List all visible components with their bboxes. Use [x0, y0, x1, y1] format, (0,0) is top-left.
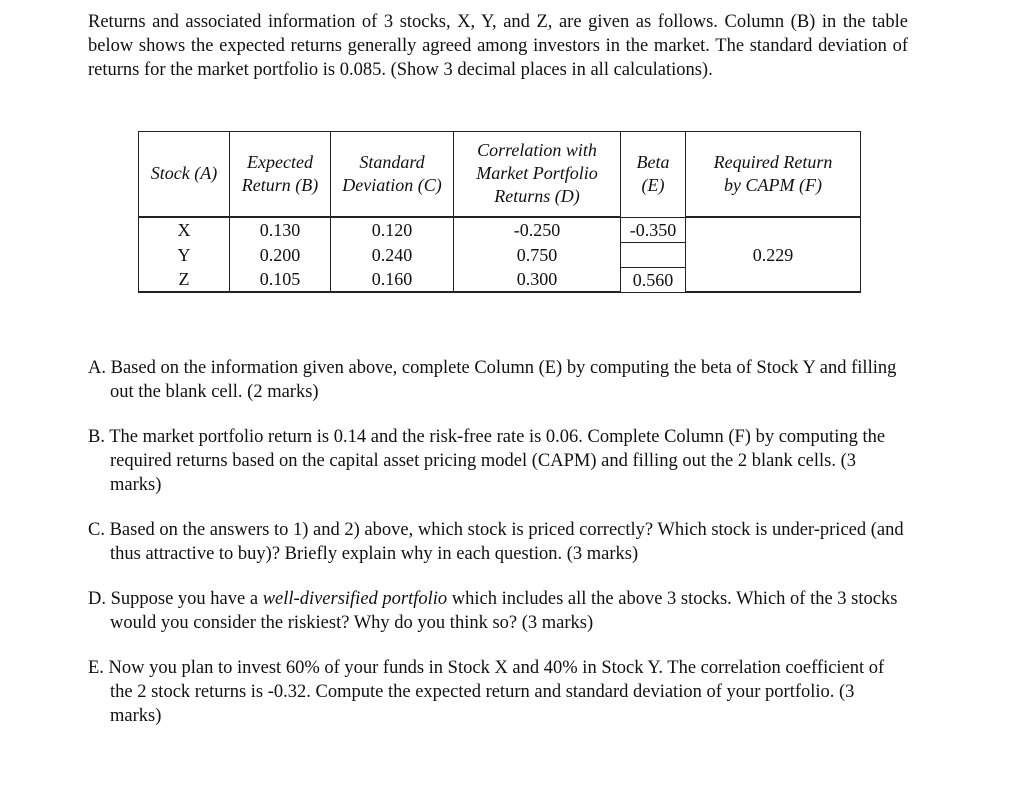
- intro-paragraph: Returns and associated information of 3 stocks, X, Y, and Z, are given as follows. Column (B) in the table below shows the expected returns generally agreed among investors in the market. The standard deviation of returns for the market portfolio is 0.085. (Show 3 decimal places in all calculations).: [88, 12, 908, 80]
- cell-expected-return: 0.105: [230, 267, 331, 292]
- question-d: [88, 587, 910, 635]
- question-e: E. Now you plan to invest 60% of your funds in Stock X and 40% in Stock Y. The correlation coefficient of the 2 stock returns is -0.32. Compute the expected return and standard deviation of your portfolio. (3 marks): [88, 658, 885, 726]
- cell-beta: -0.350: [621, 217, 686, 242]
- table-row: [139, 217, 861, 242]
- header-correlation: Correlation with Market Portfolio Returns (D): [454, 132, 621, 218]
- cell-required-return: [686, 267, 861, 292]
- question-a: A. Based on the information given above, complete Column (E) by computing the beta of Stock Y and filling out the blank cell. (2 marks): [88, 358, 897, 402]
- questions-section: [88, 356, 910, 749]
- cell-correlation: 0.750: [454, 242, 621, 267]
- stock-data-table: [138, 131, 861, 293]
- question-d-text-end: which includes all the above 3 stocks. Which of the 3 stocks would you consider the riskiest? Why do you think so? (3 marks): [110, 589, 898, 633]
- header-stock: Stock (A): [139, 132, 230, 218]
- question-d-text: D. Suppose you have a: [88, 589, 263, 609]
- cell-required-return: [686, 217, 861, 242]
- cell-stock: X: [139, 217, 230, 242]
- header-expected-return: Expected Return (B): [230, 132, 331, 218]
- cell-stock: Z: [139, 267, 230, 292]
- header-standard-deviation: Standard Deviation (C): [331, 132, 454, 218]
- cell-beta: 0.560: [621, 267, 686, 292]
- cell-correlation: -0.250: [454, 217, 621, 242]
- cell-expected-return: 0.130: [230, 217, 331, 242]
- cell-stock: Y: [139, 242, 230, 267]
- table-row: [139, 242, 861, 267]
- cell-required-return: 0.229: [686, 242, 861, 267]
- table-row: [139, 267, 861, 292]
- table-header-row: [139, 132, 861, 218]
- cell-standard-deviation: 0.240: [331, 242, 454, 267]
- question-c: C. Based on the answers to 1) and 2) above, which stock is priced correctly? Which stock is under-priced (and thus attractive to buy)? Briefly explain why in each question. (3 marks): [88, 520, 904, 564]
- cell-expected-return: 0.200: [230, 242, 331, 267]
- header-beta: Beta (E): [621, 132, 686, 218]
- question-d-emphasis: well-diversified portfolio: [262, 589, 448, 609]
- question-b: B. The market portfolio return is 0.14 and the risk-free rate is 0.06. Complete Column (F) by computing the required returns based on the capital asset pricing model (CAPM) and filling out the 2 blank cells. (3 marks): [88, 427, 886, 495]
- cell-correlation: 0.300: [454, 267, 621, 292]
- header-required-return: Required Return by CAPM (F): [686, 132, 861, 218]
- cell-standard-deviation: 0.120: [331, 217, 454, 242]
- cell-standard-deviation: 0.160: [331, 267, 454, 292]
- cell-beta: [621, 242, 686, 267]
